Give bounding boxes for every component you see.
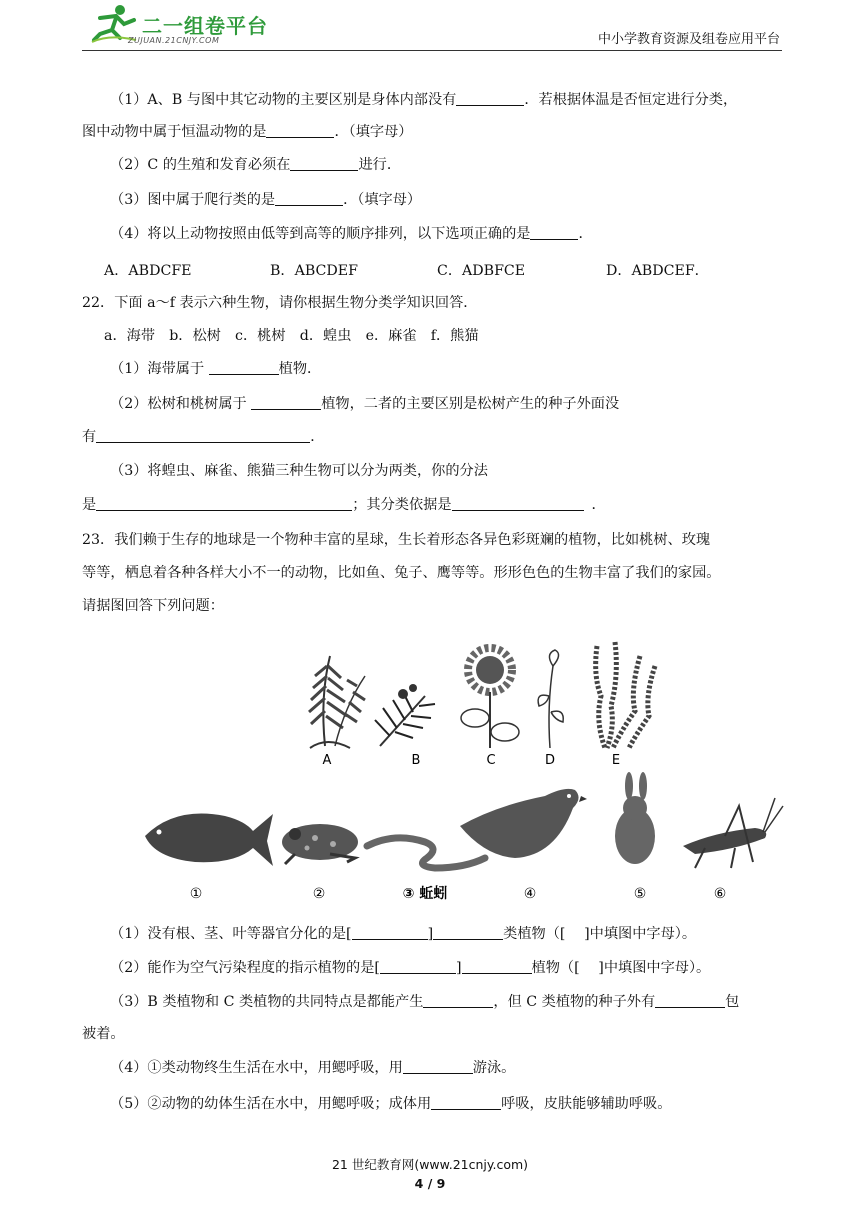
q22-part3-line2: 是 ；其分类依据是 ． xyxy=(82,497,606,513)
animal-label-1: ① xyxy=(189,886,203,902)
answer-blank[interactable] xyxy=(423,993,493,1008)
page-number: 4 / 9 xyxy=(414,1176,446,1191)
answer-blank[interactable] xyxy=(266,123,334,138)
plant-label-b: B xyxy=(411,753,421,768)
answer-blank[interactable] xyxy=(462,959,532,974)
earthworm-3 xyxy=(367,838,485,868)
q23-part5: （5）②动物的幼体生活在水中，用鳃呼吸；成体用 呼吸，皮肤能够辅助呼吸。 xyxy=(110,1096,672,1112)
spirogyra-alga-e xyxy=(596,642,655,748)
page-header xyxy=(82,0,782,51)
q22-part2-line1: （2）松树和桃树属于 植物，二者的主要区别是松树产生的种子外面没 xyxy=(110,396,620,412)
q23-part1: （1）没有根、茎、叶等器官分化的是[ ] 类植物（[ ]中填图中字母）。 xyxy=(110,926,697,942)
q23-stem-line2: 等等，栖息着各种各样大小不一的动物，比如鱼、兔子、鹰等等。形形色色的生物丰富了我们的家园。 xyxy=(82,565,721,581)
answer-blank[interactable] xyxy=(403,1059,473,1074)
q23-stem-line1: 23．我们赖于生存的地球是一个物种丰富的星球，生长着形态各异色彩斑斓的植物，比如桃树、玫瑰 xyxy=(82,532,711,548)
pine-branch-b xyxy=(375,684,435,746)
answer-blank[interactable] xyxy=(352,925,428,940)
animal-label-3: ③ 蚯蚓 xyxy=(402,886,448,902)
q21-part4: （4）将以上动物按照由低等到高等的顺序排列，以下选项正确的是 ． xyxy=(110,226,593,242)
frog-2 xyxy=(282,824,358,864)
answer-blank[interactable] xyxy=(290,156,358,171)
fish-1 xyxy=(145,814,273,867)
footer-site[interactable]: 21 世纪教育网(www.21cnjy.com) xyxy=(331,1157,529,1172)
logo xyxy=(90,4,280,44)
q21-part3: （3）图中属于爬行类的是 ．（填字母） xyxy=(110,192,422,208)
sunflower-c xyxy=(461,648,519,748)
plant-label-d: D xyxy=(544,753,556,768)
pigeon-4 xyxy=(460,789,587,858)
answer-blank[interactable] xyxy=(655,993,725,1008)
rabbit-5 xyxy=(615,772,655,864)
option-a[interactable]: A．ABDCFE xyxy=(104,263,192,279)
q21-part2: （2）C 的生殖和发育必须在 进行． xyxy=(110,157,402,173)
answer-blank[interactable] xyxy=(380,959,456,974)
q23-stem-line3: 请据图回答下列问题： xyxy=(82,598,224,614)
option-c[interactable]: C．ADBFCE xyxy=(437,263,526,279)
plant-label-c: C xyxy=(486,753,496,768)
q22-part2-line2: 有 ． xyxy=(82,429,325,445)
answer-blank[interactable] xyxy=(456,91,524,106)
fern-plant-a xyxy=(309,656,365,748)
answer-blank[interactable] xyxy=(96,496,352,511)
answer-blank[interactable] xyxy=(431,1095,501,1110)
platform-title: 中小学教育资源及组卷应用平台 xyxy=(597,32,780,47)
animal-label-6: ⑥ xyxy=(713,886,727,902)
grasshopper-6 xyxy=(683,798,783,868)
q22-stem: 22．下面 a～f 表示六种生物，请你根据生物分类学知识回答． xyxy=(82,295,478,311)
answer-blank[interactable] xyxy=(275,191,343,206)
answer-blank[interactable] xyxy=(209,360,279,375)
animal-label-2: ② xyxy=(312,886,326,902)
plant-label-e: E xyxy=(611,753,621,768)
animal-label-4: ④ xyxy=(523,886,537,902)
plant-label-a: A xyxy=(322,753,332,768)
q23-part3-line2: 被着。 xyxy=(82,1026,125,1042)
flowering-plant-d xyxy=(538,650,563,748)
logo-subtitle: ZUJUAN.21CNJY.COM xyxy=(128,36,220,45)
option-b[interactable]: B．ABCDEF xyxy=(270,263,358,279)
answer-blank[interactable] xyxy=(251,395,321,410)
q21-part1-line2: 图中动物中属于恒温动物的是 ．（填字母） xyxy=(82,124,413,140)
q23-part2: （2）能作为空气污染程度的指示植物的是[ ] 植物（[ ]中填图中字母）。 xyxy=(110,960,711,976)
q22-part1: （1）海带属于 植物． xyxy=(110,361,322,377)
q22-organism-list: a．海带 b．松树 c．桃树 d．蝗虫 e．麻雀 f．熊猫 xyxy=(104,328,479,344)
answer-blank[interactable] xyxy=(452,496,584,511)
q21-part1-line1: （1）A、B 与图中其它动物的主要区别是身体内部没有 ．若根据体温是否恒定进行分类， xyxy=(110,92,738,108)
answer-blank[interactable] xyxy=(96,428,310,443)
animal-label-5: ⑤ xyxy=(633,886,647,902)
q23-part3-line1: （3）B 类植物和 C 类植物的共同特点是都能产生 ，但 C 类植物的种子外有 包 xyxy=(110,994,740,1010)
q23-part4: （4）①类动物终生生活在水中，用鳃呼吸，用 游泳。 xyxy=(110,1060,516,1076)
answer-blank[interactable] xyxy=(433,925,503,940)
option-d[interactable]: D．ABDCEF． xyxy=(606,263,709,279)
logo-text: 二一组卷平台 xyxy=(142,14,268,38)
q22-part3-line1: （3）将蝗虫、麻雀、熊猫三种生物可以分为两类，你的分法 xyxy=(110,463,488,479)
organisms-figure xyxy=(135,636,785,906)
answer-blank[interactable] xyxy=(530,225,578,240)
